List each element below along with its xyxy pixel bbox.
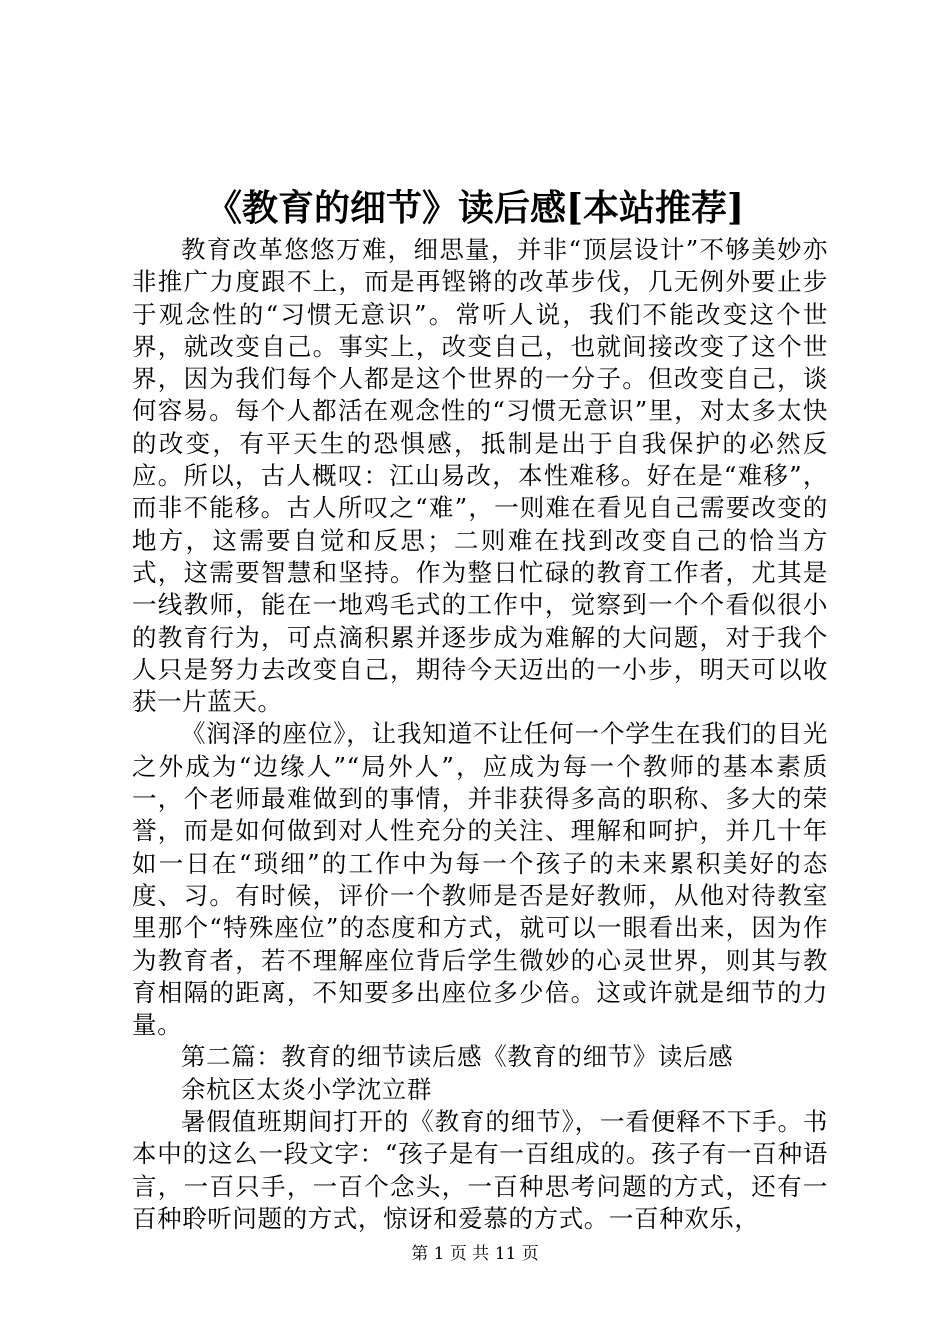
document-title: 《教育的细节》读后感[本站推荐] <box>205 187 745 229</box>
paragraph-1: 教育改革悠悠万难，细思量，并非“顶层设计”不够美妙亦非推广力度跟不上，而是再铿锵的改革步伐，几无例外要止步于观念性的“习惯无意识”。常听人说，我们不能改变这个世界，就改变自己。事实上，改变自己，也就间接改变了这个世界，因为我们每个人都是这个世界的一分子。但改变自己，谈何容易。每个人都活在观念性的“习惯无意识”里，对太多太快的改变，有平天生的恐惧感，抵制是出于自我保护的必然反应。所以，古人概叹：江山易改，本性难移。好在是“难移”，而非不能移。古人所叹之“难”，一则难在看见自己需要改变的地方，这需要自觉和反思；二则难在找到改变自己的恰当方式，这需要智慧和坚持。作为整日忙碌的教育工作者，尤其是一线教师，能在一地鸡毛式的工作中，觉察到一个个看似很小的教育行为，可点滴积累并逐步成为难解的大问题，对于我个人只是努力去改变自己，期待今天迈出的一小步，明天可以收获一片蓝天。 <box>132 235 828 717</box>
paragraph-3: 暑假值班期间打开的《教育的细节》，一看便释不下手。书本中的这么一段文字：“孩子是有一百组成的。孩子有一百种语言，一百只手，一百个念头，一百种思考问题的方式，还有一百种聆听问题的方式，惊讶和爱慕的方式。一百种欢乐， <box>132 1107 828 1233</box>
document-body <box>132 234 828 1235</box>
section-heading: 第二篇：教育的细节读后感《教育的细节》读后感 <box>181 1042 734 1072</box>
author-line: 余杭区太炎小学沈立群 <box>181 1074 432 1104</box>
page-footer: 第 1 页 共 11 页 <box>411 1244 539 1264</box>
paragraph-2: 《润泽的座位》，让我知道不让任何一个学生在我们的目光之外成为“边缘人”“局外人”，应成为每一个教师的基本素质一，个老师最难做到的事情，并非获得多高的职称、多大的荣誉，而是如何做到对人性充分的关注、理解和呵护，并几十年如一日在“琐细”的工作中为每一个孩子的未来累积美好的态度、习。有时候，评价一个教师是否是好教师，从他对待教室里那个“特殊座位”的态度和方式，就可以一眼看出来，因为作为教育者，若不理解座位背后学生微妙的心灵世界，则其与教育相隔的距离，不知要多出座位多少倍。这或许就是细节的力量。 <box>132 719 828 1040</box>
